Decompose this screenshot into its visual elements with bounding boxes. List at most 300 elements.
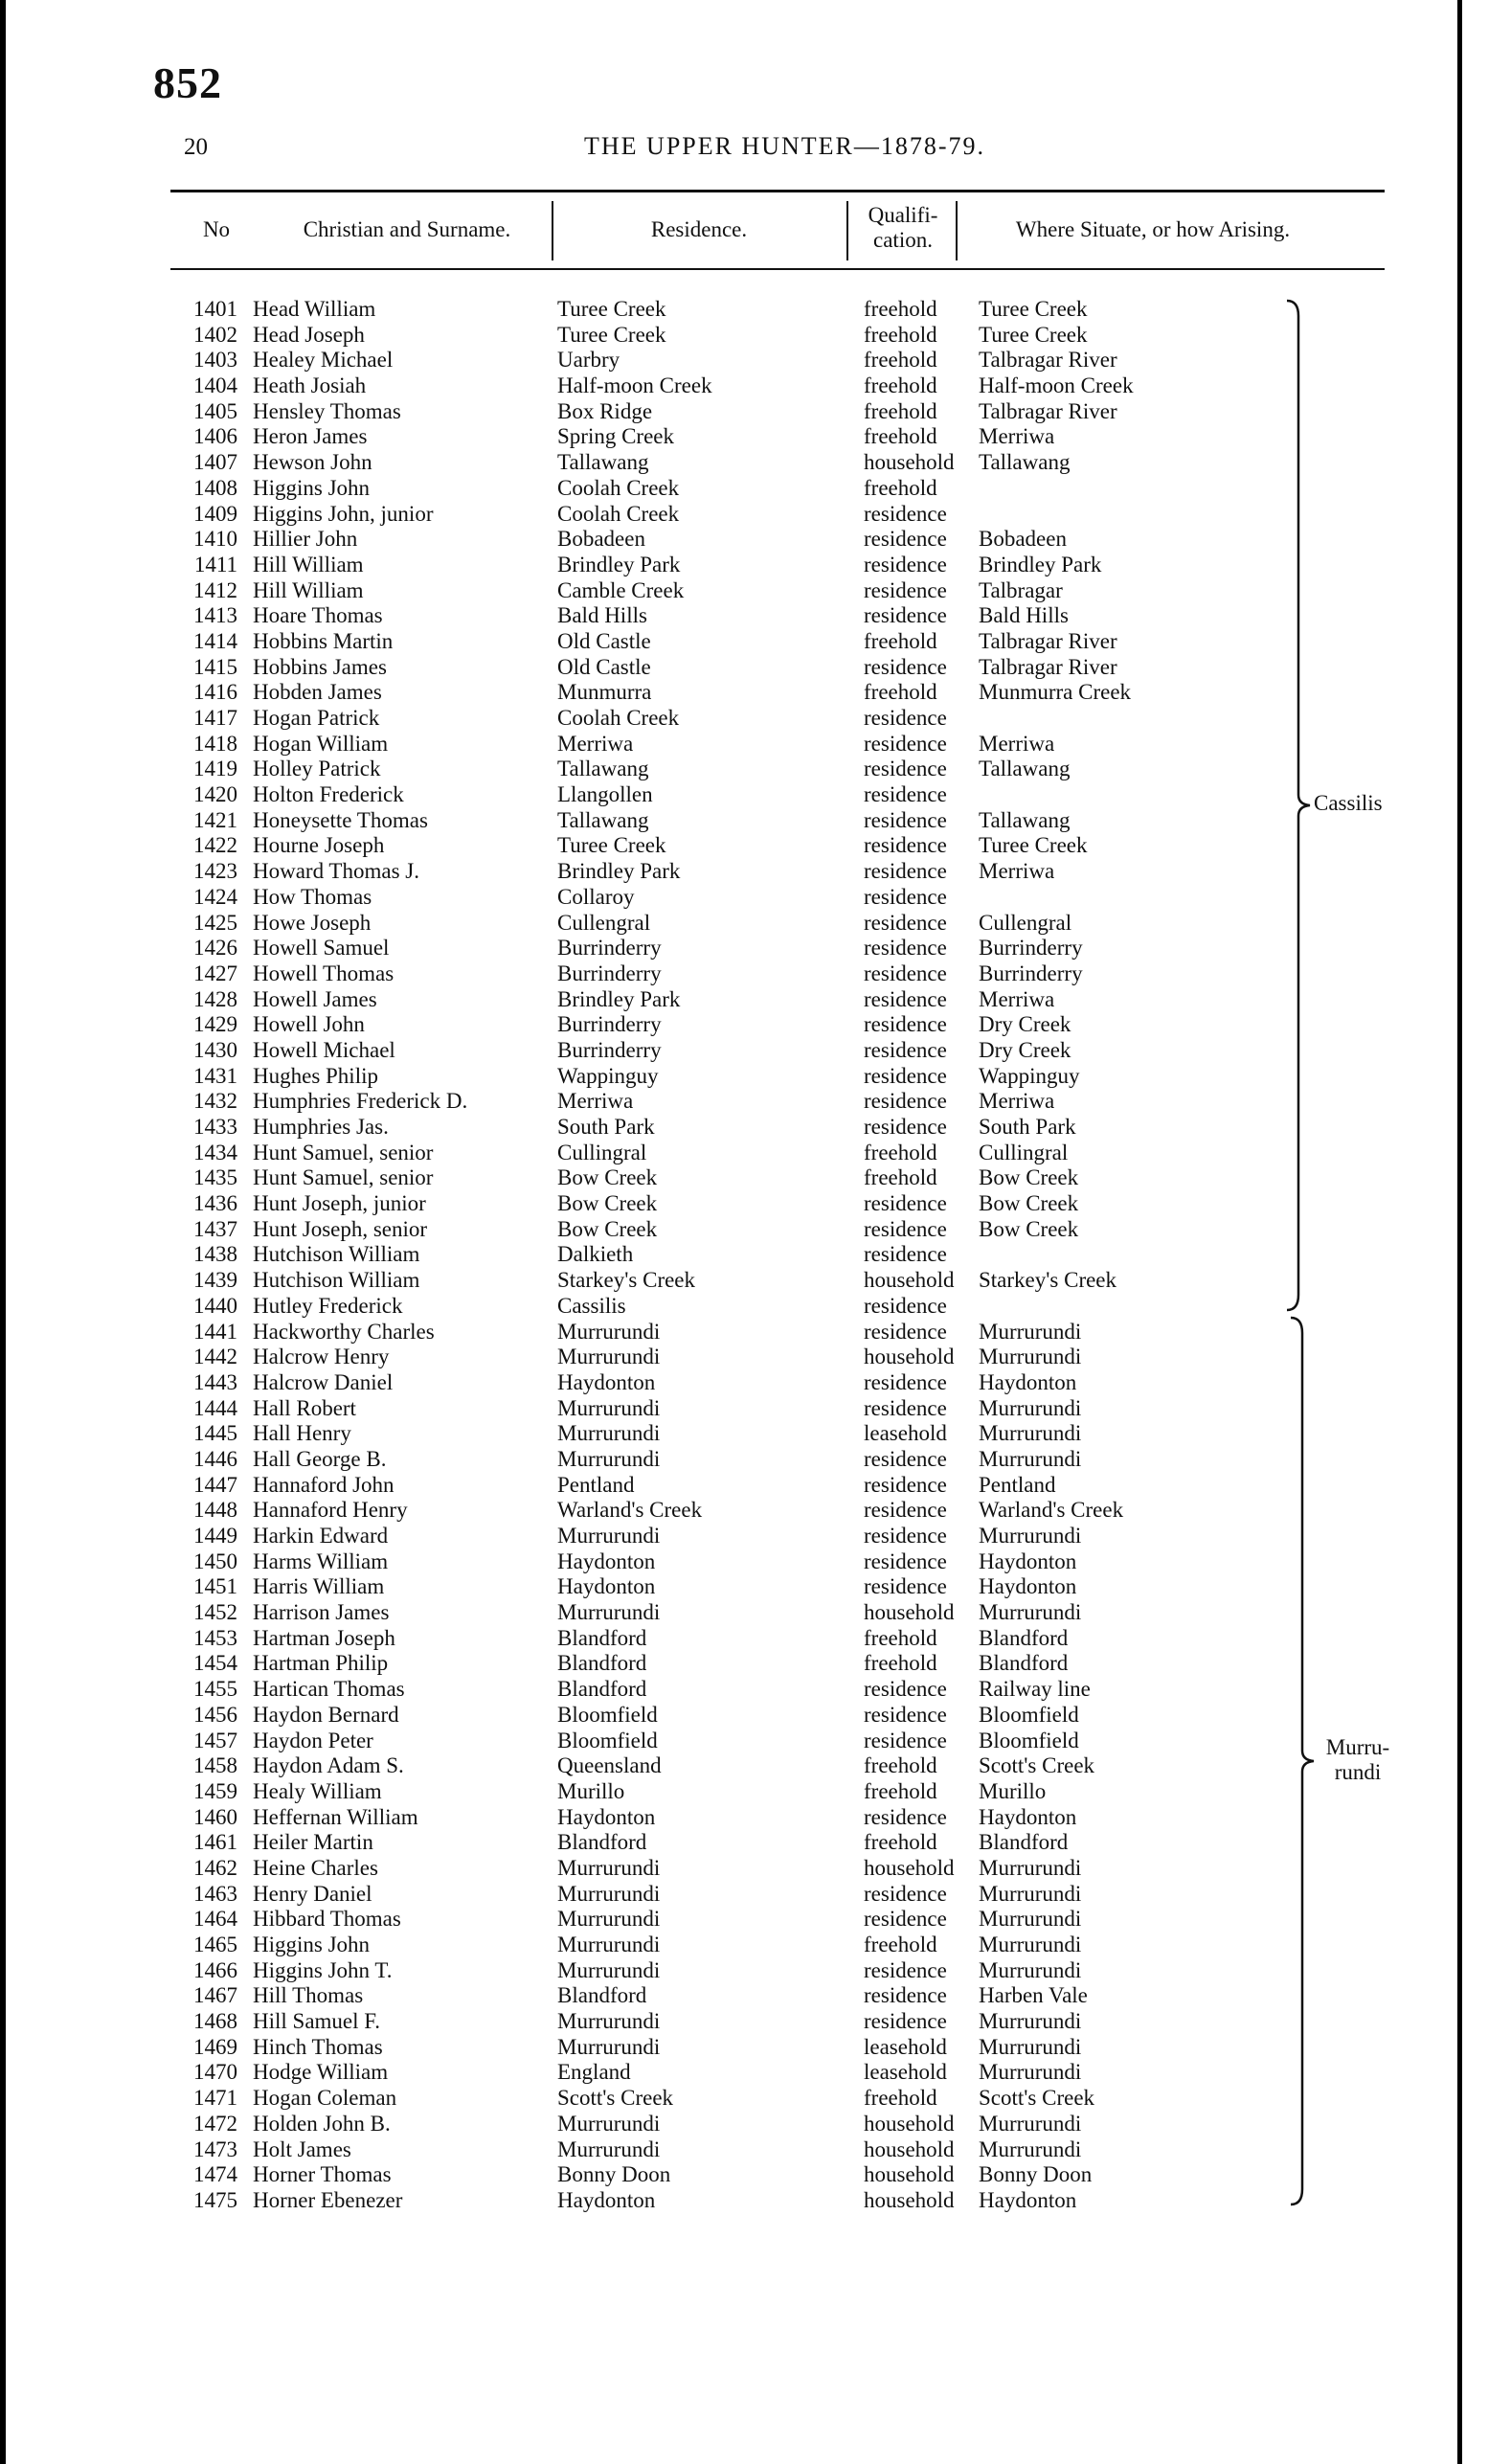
- entry-qualification: freehold: [864, 1753, 937, 1778]
- entry-qualification: residence: [864, 501, 947, 526]
- entry-name: Hartman Philip: [253, 1651, 389, 1676]
- entry-number: 1440: [193, 1293, 237, 1318]
- entry-qualification: residence: [864, 706, 947, 730]
- entry-residence: Turee Creek: [557, 297, 666, 321]
- entry-number: 1425: [193, 910, 237, 935]
- entry-where-situate: Harben Vale: [979, 1983, 1088, 2008]
- entry-name: Hill Samuel F.: [253, 2009, 380, 2034]
- running-title: THE UPPER HUNTER—1878-79.: [584, 132, 986, 160]
- entry-residence: Tallawang: [557, 757, 649, 781]
- entry-where-situate: Brindley Park: [979, 552, 1102, 576]
- entry-residence: Haydonton: [557, 1574, 656, 1599]
- entry-qualification: freehold: [864, 348, 937, 373]
- entry-residence: Old Castle: [557, 654, 651, 679]
- entry-name: Heffernan William: [253, 1804, 418, 1829]
- entry-where-situate: Murrurundi: [979, 1881, 1082, 1906]
- entry-where-situate: Scott's Creek: [979, 1753, 1095, 1778]
- entry-where-situate: South Park: [979, 1115, 1076, 1139]
- entry-residence: Queensland: [557, 1753, 662, 1778]
- entry-qualification: residence: [864, 1728, 947, 1752]
- entry-where-situate: Turee Creek: [979, 833, 1088, 858]
- entry-number: 1411: [193, 552, 237, 576]
- entry-residence: Dalkieth: [557, 1242, 634, 1267]
- entry-where-situate: Murrurundi: [979, 1524, 1082, 1548]
- entry-residence: Murrurundi: [557, 1933, 661, 1956]
- entry-qualification: household: [864, 2187, 955, 2212]
- entry-qualification: residence: [864, 1319, 947, 1344]
- entry-residence: Murrurundi: [557, 1957, 661, 1982]
- entry-where-situate: Merriwa: [979, 986, 1055, 1011]
- entry-number: 1430: [193, 1037, 237, 1062]
- entry-qualification: residence: [864, 1574, 947, 1599]
- entry-number: 1429: [193, 1012, 237, 1037]
- entry-qualification: residence: [864, 884, 947, 909]
- entry-where-situate: Haydonton: [979, 1574, 1077, 1599]
- column-header-where: Where Situate, or how Arising.: [1015, 217, 1291, 241]
- entry-residence: Merriwa: [557, 731, 634, 756]
- entry-qualification: residence: [864, 1446, 947, 1471]
- entry-where-situate: Bow Creek: [979, 1165, 1079, 1190]
- entry-residence: Coolah Creek: [557, 501, 680, 526]
- entry-residence: Murrurundi: [557, 2009, 661, 2034]
- entry-residence: Munmurra: [557, 680, 652, 705]
- entry-residence: Blandford: [557, 1830, 647, 1855]
- entry-where-situate: Turee Creek: [979, 297, 1088, 321]
- entry-name: Hogan Coleman: [253, 2086, 397, 2111]
- entry-number: 1455: [193, 1677, 237, 1702]
- entry-qualification: residence: [864, 2009, 947, 2034]
- entry-name: Howell James: [253, 986, 377, 1011]
- entry-number: 1452: [193, 1600, 237, 1625]
- entry-where-situate: Murrurundi: [979, 1446, 1082, 1471]
- entry-residence: Turee Creek: [557, 833, 666, 858]
- entry-name: Higgins John: [253, 1933, 371, 1956]
- entry-number: 1402: [193, 322, 237, 347]
- entry-name: Hodge William: [253, 2060, 389, 2085]
- entry-number: 1444: [193, 1395, 237, 1420]
- entry-where-situate: Talbragar: [979, 577, 1063, 602]
- entry-where-situate: Railway line: [979, 1677, 1091, 1702]
- entry-qualification: residence: [864, 1115, 947, 1139]
- entry-qualification: residence: [864, 654, 947, 679]
- entry-where-situate: Warland's Creek: [979, 1498, 1124, 1523]
- column-separator: [552, 201, 553, 260]
- entry-name: Honeysette Thomas: [253, 807, 428, 832]
- entry-name: Hunt Samuel, senior: [253, 1165, 434, 1190]
- entry-residence: Murrurundi: [557, 1446, 661, 1471]
- entry-qualification: freehold: [864, 373, 937, 398]
- entry-number: 1448: [193, 1498, 237, 1523]
- entry-residence: Bow Creek: [557, 1191, 658, 1216]
- entry-qualification: residence: [864, 603, 947, 628]
- entry-name: Higgins John T.: [253, 1957, 393, 1982]
- entry-residence: Burrinderry: [557, 1012, 662, 1037]
- entry-name: Harms William: [253, 1548, 389, 1573]
- entry-qualification: freehold: [864, 1140, 937, 1164]
- entry-qualification: residence: [864, 1804, 947, 1829]
- entry-where-situate: Murrurundi: [979, 2136, 1082, 2161]
- entry-residence: Half-moon Creek: [557, 373, 712, 398]
- header-rule-top: [170, 190, 1385, 192]
- entry-number: 1424: [193, 884, 237, 909]
- entry-number: 1469: [193, 2034, 237, 2059]
- entry-number: 1461: [193, 1830, 237, 1855]
- entry-qualification: freehold: [864, 1651, 937, 1676]
- entry-number: 1471: [193, 2086, 237, 2111]
- entry-number: 1438: [193, 1242, 237, 1267]
- entry-name: Hall Henry: [253, 1421, 351, 1446]
- entry-qualification: residence: [864, 833, 947, 858]
- entry-qualification: residence: [864, 1293, 947, 1318]
- entry-name: Hillier John: [253, 527, 358, 552]
- district-murrurundi: [1319, 1735, 1396, 1785]
- entry-number: 1454: [193, 1651, 237, 1676]
- entry-residence: Murrurundi: [557, 1524, 661, 1548]
- entry-number: 1466: [193, 1957, 237, 1982]
- entry-qualification: residence: [864, 1191, 947, 1216]
- entry-name: Howell Thomas: [253, 961, 395, 985]
- entry-qualification: residence: [864, 1983, 947, 2008]
- entry-qualification: freehold: [864, 628, 937, 653]
- entry-name: Halcrow Henry: [253, 1345, 390, 1369]
- entry-residence: Burrinderry: [557, 1037, 662, 1062]
- entry-number: 1432: [193, 1089, 237, 1114]
- entry-number: 1457: [193, 1728, 237, 1752]
- entry-where-situate: Haydonton: [979, 2187, 1077, 2212]
- entry-number: 1462: [193, 1855, 237, 1880]
- entry-number: 1420: [193, 782, 237, 807]
- entry-name: Hughes Philip: [253, 1063, 378, 1088]
- entry-where-situate: Murrurundi: [979, 2060, 1082, 2085]
- entry-residence: Burrinderry: [557, 961, 662, 985]
- entry-qualification: freehold: [864, 1165, 937, 1190]
- entry-residence: Murrurundi: [557, 1421, 661, 1446]
- entry-name: Hunt Joseph, senior: [253, 1216, 428, 1241]
- entry-qualification: residence: [864, 1524, 947, 1548]
- entry-name: Heine Charles: [253, 1855, 378, 1880]
- entry-qualification: residence: [864, 859, 947, 884]
- entry-where-situate: Talbragar River: [979, 398, 1117, 423]
- entry-name: Howe Joseph: [253, 910, 372, 935]
- entry-qualification: residence: [864, 1063, 947, 1088]
- entry-qualification: freehold: [864, 398, 937, 423]
- entry-qualification: freehold: [864, 680, 937, 705]
- entry-name: Hannaford Henry: [253, 1498, 408, 1523]
- column-separator: [956, 201, 958, 260]
- entry-name: Horner Thomas: [253, 2162, 392, 2187]
- column-header-name: Christian and Surname.: [303, 217, 511, 241]
- entry-number: 1451: [193, 1574, 237, 1599]
- entry-number: 1406: [193, 424, 237, 449]
- entry-residence: Burrinderry: [557, 936, 662, 961]
- entry-where-situate: Bonny Doon: [979, 2162, 1093, 2187]
- entry-qualification: household: [864, 1268, 955, 1293]
- entry-where-situate: Murillo: [979, 1778, 1047, 1803]
- district-murrurundi-line2: rundi: [1334, 1760, 1382, 1784]
- entry-name: Halcrow Daniel: [253, 1369, 394, 1394]
- entry-where-situate: Merriwa: [979, 731, 1055, 756]
- entry-name: Hogan Patrick: [253, 706, 380, 730]
- entry-name: Hill Thomas: [253, 1983, 364, 2008]
- entry-residence: Wappinguy: [557, 1063, 659, 1088]
- entry-where-situate: Murrurundi: [979, 1600, 1082, 1625]
- entry-where-situate: Half-moon Creek: [979, 373, 1134, 398]
- entry-name: Harkin Edward: [253, 1524, 389, 1548]
- entry-where-situate: Blandford: [979, 1651, 1069, 1676]
- entry-number: 1443: [193, 1369, 237, 1394]
- entry-residence: Haydonton: [557, 1548, 656, 1573]
- entry-residence: Camble Creek: [557, 577, 685, 602]
- entry-residence: Old Castle: [557, 628, 651, 653]
- entry-number: 1453: [193, 1625, 237, 1650]
- entry-number: 1419: [193, 757, 237, 781]
- entry-residence: Tallawang: [557, 450, 649, 475]
- district-cassilis: Cassilis: [1314, 791, 1383, 815]
- entry-name: Hourne Joseph: [253, 833, 385, 858]
- entry-where-situate: Bobadeen: [979, 527, 1067, 552]
- column-header-qualification: [850, 203, 956, 253]
- entry-name: Hill William: [253, 552, 364, 576]
- entry-where-situate: Tallawang: [979, 757, 1071, 781]
- entry-name: Hobbins Martin: [253, 628, 394, 653]
- entry-residence: Starkey's Creek: [557, 1268, 696, 1293]
- entry-number: 1434: [193, 1140, 237, 1164]
- entry-number: 1408: [193, 475, 237, 500]
- entry-number: 1407: [193, 450, 237, 475]
- entry-qualification: residence: [864, 986, 947, 1011]
- entry-qualification: residence: [864, 1369, 947, 1394]
- entry-name: Howell Michael: [253, 1037, 395, 1062]
- entry-residence: Murrurundi: [557, 2111, 661, 2136]
- entry-number: 1410: [193, 527, 237, 552]
- entry-residence: Bow Creek: [557, 1165, 658, 1190]
- entry-qualification: household: [864, 2162, 955, 2187]
- entry-qualification: leasehold: [864, 2060, 947, 2085]
- entry-residence: Murrurundi: [557, 1855, 661, 1880]
- entry-where-situate: Talbragar River: [979, 654, 1117, 679]
- entry-qualification: household: [864, 2111, 955, 2136]
- entry-name: Holton Frederick: [253, 782, 404, 807]
- entry-qualification: residence: [864, 1907, 947, 1932]
- entry-residence: Brindley Park: [557, 859, 681, 884]
- entry-name: Hunt Joseph, junior: [253, 1191, 426, 1216]
- entry-residence: Spring Creek: [557, 424, 675, 449]
- entry-name: Higgins John: [253, 475, 371, 500]
- entry-name: Holley Patrick: [253, 757, 381, 781]
- entry-residence: Blandford: [557, 1677, 647, 1702]
- entry-residence: Pentland: [557, 1472, 635, 1497]
- entry-number: 1458: [193, 1753, 237, 1778]
- entry-qualification: freehold: [864, 1933, 937, 1956]
- entry-number: 1428: [193, 986, 237, 1011]
- entry-where-situate: Murrurundi: [979, 1395, 1082, 1420]
- entry-qualification: freehold: [864, 1778, 937, 1803]
- entry-qualification: residence: [864, 1881, 947, 1906]
- entry-where-situate: Murrurundi: [979, 2009, 1082, 2034]
- entry-number: 1403: [193, 348, 237, 373]
- entry-qualification: residence: [864, 757, 947, 781]
- entry-residence: England: [557, 2060, 631, 2085]
- entry-where-situate: Bloomfield: [979, 1702, 1079, 1727]
- entry-qualification: residence: [864, 1037, 947, 1062]
- entry-qualification: residence: [864, 936, 947, 961]
- entry-qualification: household: [864, 450, 955, 475]
- entry-number: 1442: [193, 1345, 237, 1369]
- entry-name: Hartman Joseph: [253, 1625, 395, 1650]
- entry-residence: Cullengral: [557, 910, 651, 935]
- entry-name: Holt James: [253, 2136, 351, 2161]
- entry-qualification: residence: [864, 961, 947, 985]
- entry-number: 1456: [193, 1702, 237, 1727]
- entry-qualification: freehold: [864, 424, 937, 449]
- entry-where-situate: Haydonton: [979, 1369, 1077, 1394]
- entry-residence: Uarbry: [557, 348, 620, 373]
- entry-name: Hartican Thomas: [253, 1677, 405, 1702]
- entry-residence: Warland's Creek: [557, 1498, 703, 1523]
- entry-residence: Haydonton: [557, 1369, 656, 1394]
- entry-where-situate: Turee Creek: [979, 322, 1088, 347]
- entry-name: Hutley Frederick: [253, 1293, 403, 1318]
- entry-qualification: residence: [864, 1472, 947, 1497]
- entry-where-situate: Blandford: [979, 1830, 1069, 1855]
- entry-where-situate: Pentland: [979, 1472, 1056, 1497]
- entry-number: 1441: [193, 1319, 237, 1344]
- entry-name: Humphries Frederick D.: [253, 1089, 468, 1114]
- entry-residence: Box Ridge: [557, 398, 653, 423]
- entry-residence: Blandford: [557, 1651, 647, 1676]
- entry-number: 1464: [193, 1907, 237, 1932]
- entry-residence: Murrurundi: [557, 1395, 661, 1420]
- entry-number: 1450: [193, 1548, 237, 1573]
- entry-qualification: leasehold: [864, 2034, 947, 2059]
- entry-where-situate: Haydonton: [979, 1804, 1077, 1829]
- entry-number: 1426: [193, 936, 237, 961]
- column-header-qualification-line2: cation.: [873, 228, 933, 252]
- column-header-no: No: [202, 217, 231, 241]
- entry-where-situate: Murrurundi: [979, 1933, 1082, 1956]
- entry-qualification: residence: [864, 731, 947, 756]
- entry-number: 1472: [193, 2111, 237, 2136]
- entry-qualification: residence: [864, 1216, 947, 1241]
- entry-qualification: residence: [864, 1548, 947, 1573]
- entry-residence: South Park: [557, 1115, 655, 1139]
- entry-number: 1446: [193, 1446, 237, 1471]
- entry-where-situate: Murrurundi: [979, 1957, 1082, 1982]
- entry-number: 1473: [193, 2136, 237, 2161]
- entry-name: How Thomas: [253, 884, 372, 909]
- entry-residence: Murrurundi: [557, 1319, 661, 1344]
- entry-name: Howell Samuel: [253, 936, 390, 961]
- entry-name: Hobden James: [253, 680, 382, 705]
- entry-name: Heath Josiah: [253, 373, 367, 398]
- entry-residence: Bow Creek: [557, 1216, 658, 1241]
- entry-where-situate: Murrurundi: [979, 1855, 1082, 1880]
- entry-number: 1474: [193, 2162, 237, 2187]
- entry-number: 1445: [193, 1421, 237, 1446]
- entry-residence: Murrurundi: [557, 2136, 661, 2161]
- folio-number: 852: [153, 58, 222, 107]
- entry-where-situate: Cullingral: [979, 1140, 1069, 1164]
- entry-where-situate: Dry Creek: [979, 1012, 1071, 1037]
- entry-name: Hogan William: [253, 731, 389, 756]
- entry-qualification: freehold: [864, 475, 937, 500]
- entry-number: 1423: [193, 859, 237, 884]
- entry-name: Hibbard Thomas: [253, 1907, 401, 1932]
- entry-name: Howell John: [253, 1012, 365, 1037]
- entry-number: 1465: [193, 1933, 237, 1956]
- entry-name: Hunt Samuel, senior: [253, 1140, 434, 1164]
- entry-residence: Llangollen: [557, 782, 653, 807]
- header-rule-bottom: [170, 268, 1385, 270]
- entry-residence: Coolah Creek: [557, 706, 680, 730]
- entry-name: Heiler Martin: [253, 1830, 373, 1855]
- entry-name: Hackworthy Charles: [253, 1319, 435, 1344]
- entry-number: 1412: [193, 577, 237, 602]
- entry-where-situate: Murrurundi: [979, 1319, 1082, 1344]
- entry-where-situate: Murrurundi: [979, 2111, 1082, 2136]
- entry-residence: Bloomfield: [557, 1702, 658, 1727]
- entry-qualification: residence: [864, 1089, 947, 1114]
- column-header-residence: Residence.: [650, 217, 748, 241]
- entry-number: 1435: [193, 1165, 237, 1190]
- entry-name: Hall George B.: [253, 1446, 387, 1471]
- entry-where-situate: Tallawang: [979, 450, 1071, 475]
- entry-where-situate: Starkey's Creek: [979, 1268, 1117, 1293]
- entry-qualification: leasehold: [864, 1421, 947, 1446]
- entry-number: 1447: [193, 1472, 237, 1497]
- entry-name: Harrison James: [253, 1600, 390, 1625]
- entry-number: 1427: [193, 961, 237, 985]
- entry-number: 1449: [193, 1524, 237, 1548]
- entry-number: 1459: [193, 1778, 237, 1803]
- entry-where-situate: Bald Hills: [979, 603, 1069, 628]
- entry-number: 1422: [193, 833, 237, 858]
- entry-name: Hinch Thomas: [253, 2034, 383, 2059]
- entry-name: Hoare Thomas: [253, 603, 383, 628]
- entry-where-situate: Bow Creek: [979, 1191, 1079, 1216]
- entry-name: Higgins John, junior: [253, 501, 434, 526]
- entry-name: Hannaford John: [253, 1472, 395, 1497]
- column-header-qualification-line1: Qualifi-: [868, 203, 938, 227]
- entry-number: 1401: [193, 297, 237, 321]
- entry-number: 1417: [193, 706, 237, 730]
- entry-qualification: residence: [864, 1957, 947, 1982]
- entry-number: 1467: [193, 1983, 237, 2008]
- entry-qualification: residence: [864, 527, 947, 552]
- entry-residence: Scott's Creek: [557, 2086, 674, 2111]
- entry-number: 1468: [193, 2009, 237, 2034]
- entry-residence: Murrurundi: [557, 1345, 661, 1369]
- entry-residence: Murillo: [557, 1778, 625, 1803]
- entry-name: Harris William: [253, 1574, 385, 1599]
- entry-residence: Coolah Creek: [557, 475, 680, 500]
- entry-number: 1460: [193, 1804, 237, 1829]
- entry-name: Henry Daniel: [253, 1881, 372, 1906]
- entry-residence: Murrurundi: [557, 1600, 661, 1625]
- entry-where-situate: Cullengral: [979, 910, 1072, 935]
- entry-where-situate: Murrurundi: [979, 1907, 1082, 1932]
- entry-name: Heron James: [253, 424, 368, 449]
- entry-where-situate: Burrinderry: [979, 961, 1083, 985]
- entry-residence: Tallawang: [557, 807, 649, 832]
- entry-where-situate: Tallawang: [979, 807, 1071, 832]
- entry-qualification: freehold: [864, 2086, 937, 2111]
- entry-number: 1414: [193, 628, 237, 653]
- entry-name: Hall Robert: [253, 1395, 356, 1420]
- entry-name: Healey Michael: [253, 348, 394, 373]
- entry-qualification: freehold: [864, 322, 937, 347]
- entry-residence: Bobadeen: [557, 527, 645, 552]
